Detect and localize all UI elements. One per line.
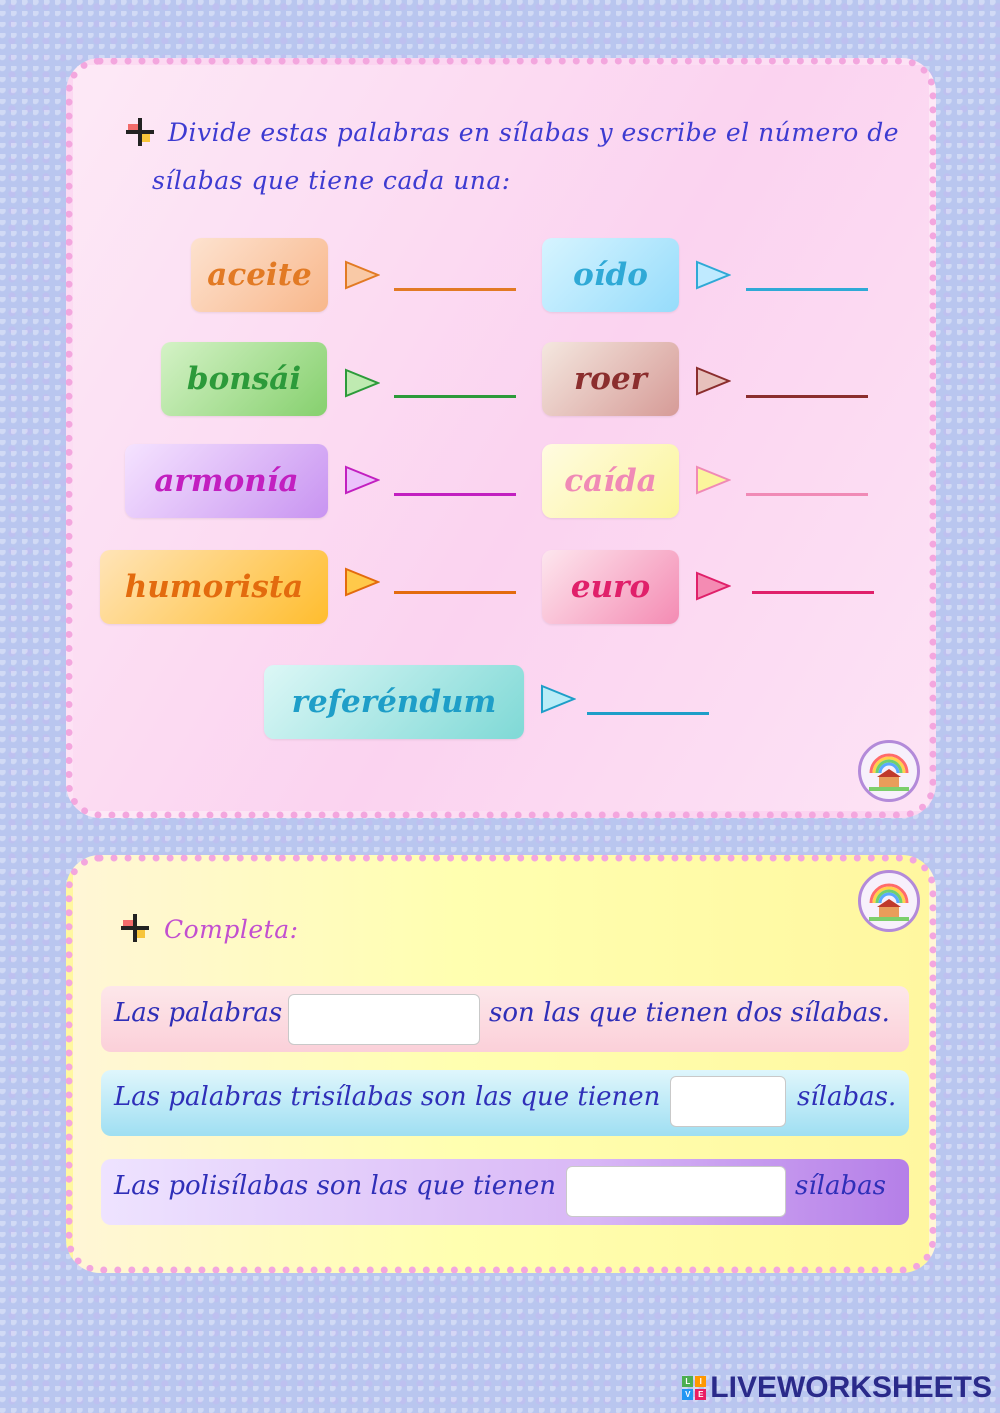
- arrow-right-icon: [344, 368, 380, 398]
- arrow-right-icon: [695, 465, 731, 495]
- answer-line-aceite[interactable]: [394, 288, 516, 291]
- arrow-right-icon: [695, 260, 731, 290]
- sentence-1-after: son las que tienen dos sílabas.: [489, 998, 890, 1028]
- sentence-3-after: sílabas: [795, 1171, 886, 1201]
- word-card-oido: oído: [542, 238, 679, 312]
- word-card-referendum: referéndum: [264, 665, 524, 739]
- rainbow-house-logo-icon: [858, 740, 920, 802]
- sentence-1-input[interactable]: [288, 994, 480, 1045]
- arrow-right-icon: [344, 260, 380, 290]
- word-card-aceite: aceite: [191, 238, 328, 312]
- liveworksheets-logo[interactable]: [682, 1371, 992, 1405]
- completa-title: Completa:: [164, 915, 299, 944]
- instruction-line-2: sílabas que tiene cada una:: [152, 166, 511, 195]
- arrow-right-icon: [695, 571, 731, 601]
- sentence-3-input[interactable]: [566, 1166, 786, 1217]
- answer-line-roer[interactable]: [746, 395, 868, 398]
- word-card-bonsai: bonsái: [161, 342, 327, 416]
- answer-line-caida[interactable]: [746, 493, 868, 496]
- arrow-right-icon: [540, 684, 576, 714]
- word-card-roer: roer: [542, 342, 679, 416]
- word-card-euro: euro: [542, 550, 679, 624]
- brand-name: LIVEWORKSHEETS: [710, 1371, 992, 1404]
- sentence-2-input[interactable]: [670, 1076, 786, 1127]
- sentence-3: [101, 1159, 909, 1225]
- rainbow-house-logo-icon: [858, 870, 920, 932]
- arrow-right-icon: [695, 366, 731, 396]
- answer-line-bonsai[interactable]: [394, 395, 516, 398]
- sentence-1: [101, 986, 909, 1052]
- answer-line-armonia[interactable]: [394, 493, 516, 496]
- word-card-caida: caída: [542, 444, 679, 518]
- bullet-icon: [121, 914, 149, 942]
- arrow-right-icon: [344, 567, 380, 597]
- sentence-2: [101, 1070, 909, 1136]
- sentence-2-after: sílabas.: [797, 1082, 897, 1112]
- bullet-icon: [126, 118, 154, 146]
- word-card-armonia: armonía: [125, 444, 328, 518]
- answer-line-referendum[interactable]: [587, 712, 709, 715]
- word-card-humorista: humorista: [100, 550, 328, 624]
- sentence-1-before: Las palabras: [114, 998, 283, 1028]
- liveworksheets-mini-icon: L I V E: [682, 1376, 706, 1400]
- answer-line-oido[interactable]: [746, 288, 868, 291]
- sentence-3-before: Las polisílabas son las que tienen: [114, 1171, 557, 1201]
- answer-line-humorista[interactable]: [394, 591, 516, 594]
- instruction-line-1: Divide estas palabras en sílabas y escribe el número de: [168, 118, 900, 147]
- answer-line-euro[interactable]: [752, 591, 874, 594]
- arrow-right-icon: [344, 465, 380, 495]
- sentence-2-before: Las palabras trisílabas son las que tienen: [114, 1082, 661, 1112]
